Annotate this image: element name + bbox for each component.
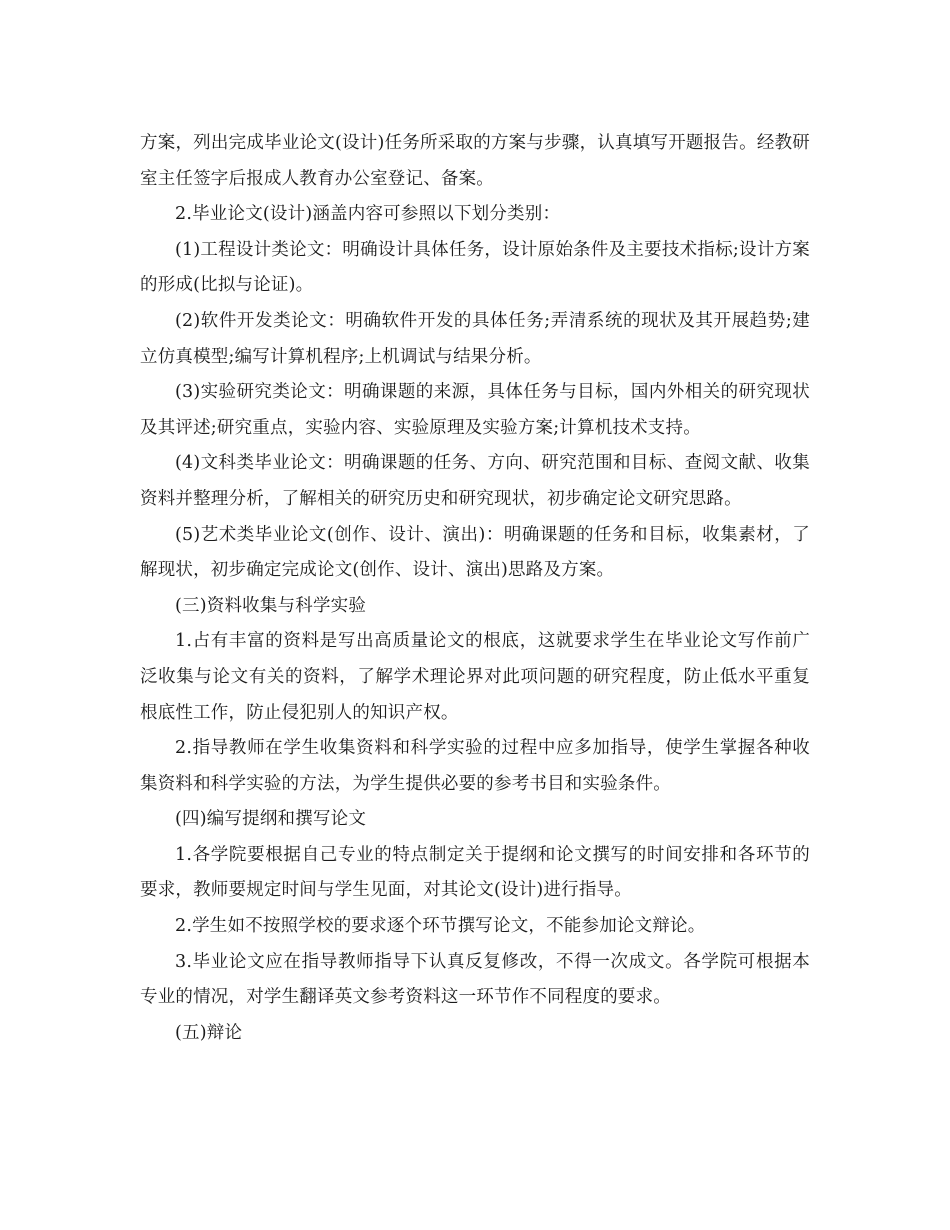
paragraph-item-2: 2.毕业论文(设计)涵盖内容可参照以下划分类别： — [175, 204, 561, 225]
paragraph-outline-3: 3.毕业论文应在指导教师指导下认真反复修改，不得一次成文。各学院可根据本专业的情况，对学生翻译英文参考资料这一环节作不同程度的要求。 — [140, 951, 810, 1008]
section-heading-5: (五)辩论 — [175, 1022, 243, 1043]
paragraph-outline-1: 1.各学院要根据自己专业的特点制定关于提纲和论文撰写的时间安排和各环节的要求，教师要规定时间与学生见面，对其论文(设计)进行指导。 — [140, 844, 810, 901]
paragraph-materials-1: 1.占有丰富的资料是写出高质量论文的根底，这就要求学生在毕业论文写作前广泛收集与论文有关的资料，了解学术理论界对此项问题的研究程度，防止低水平重复根底性工作，防止侵犯别人的知识产权。 — [140, 631, 810, 723]
paragraph-liberal-arts: (4)文科类毕业论文：明确课题的任务、方向、研究范围和目标、查阅文献、收集资料并整理分析，了解相关的研究历史和研究现状，初步确定论文研究思路。 — [140, 453, 810, 509]
paragraph-engineering-design: (1)工程设计类论文：明确设计具体任务，设计原始条件及主要技术指标;设计方案的形成(比拟与论证)。 — [140, 239, 810, 296]
paragraph-materials-2: 2.指导教师在学生收集资料和科学实验的过程中应多加指导，使学生掌握各种收集资料和科学实验的方法，为学生提供必要的参考书目和实验条件。 — [140, 738, 810, 794]
paragraph-experimental-research: (3)实验研究类论文：明确课题的来源，具体任务与目标，国内外相关的研究现状及其评述;研究重点，实验内容、实验原理及实验方案;计算机技术支持。 — [140, 382, 810, 438]
section-heading-4: (四)编写提纲和撰写论文 — [175, 809, 367, 830]
paragraph-arts: (5)艺术类毕业论文(创作、设计、演出)：明确课题的任务和目标，收集素材，了解现状，初步确定完成论文(创作、设计、演出)思路及方案。 — [140, 524, 810, 581]
paragraph-outline-2: 2.学生如不按照学校的要求逐个环节撰写论文，不能参加论文辩论。 — [175, 916, 706, 937]
document-body — [140, 126, 810, 1051]
paragraph-software-development: (2)软件开发类论文：明确软件开发的具体任务;弄清系统的现状及其开展趋势;建立仿真模型;编写计算机程序;上机调试与结果分析。 — [140, 310, 810, 367]
paragraph-continuation: 方案，列出完成毕业论文(设计)任务所采取的方案与步骤，认真填写开题报告。经教研室主任签字后报成人教育办公室登记、备案。 — [140, 133, 810, 189]
section-heading-3: (三)资料收集与科学实验 — [175, 595, 367, 616]
